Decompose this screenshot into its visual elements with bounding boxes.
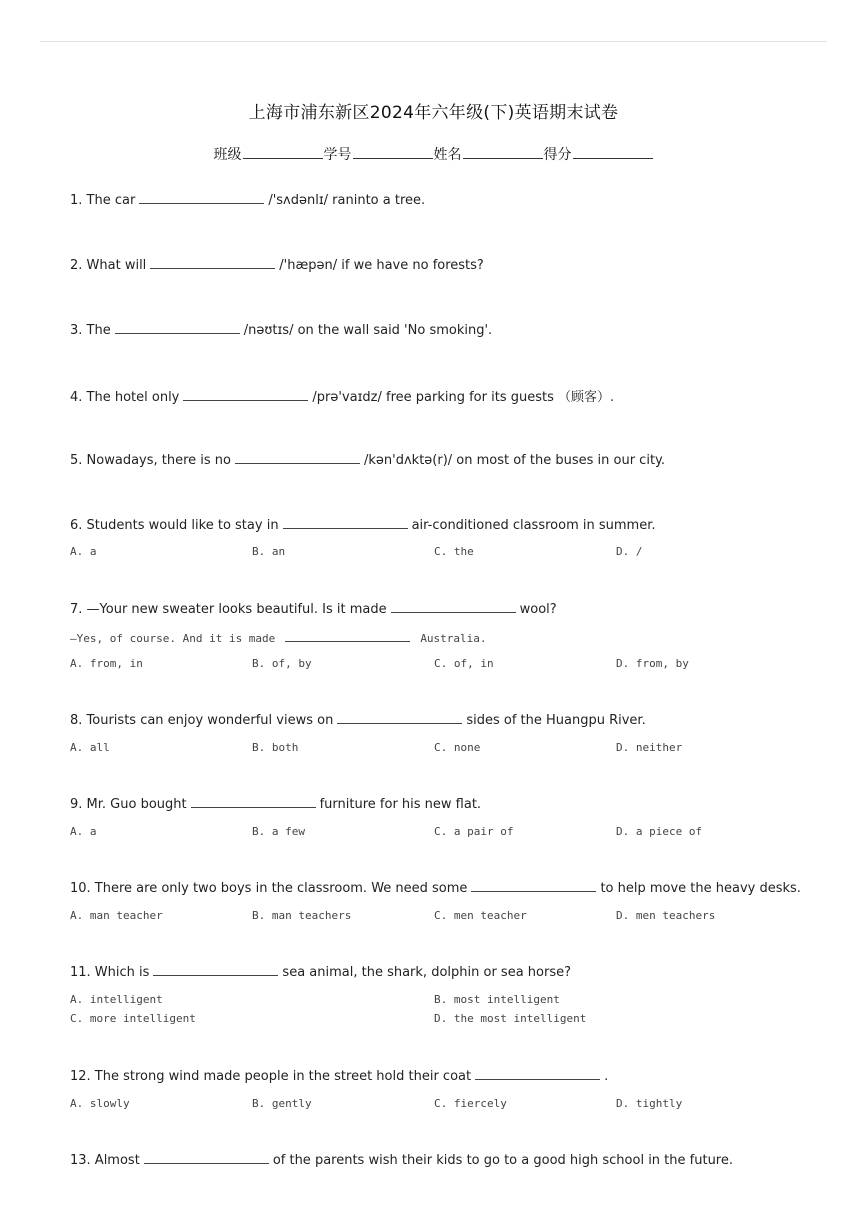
answer-blank[interactable] bbox=[144, 1151, 269, 1164]
question-1 bbox=[70, 191, 425, 208]
question-text: /prə'vaɪdz/ free parking for its guests （顾客）. bbox=[312, 390, 615, 405]
question-text: furniture for his new flat. bbox=[319, 797, 482, 812]
option-c[interactable]: C. more intelligent bbox=[70, 1012, 196, 1025]
option-b[interactable]: B. a few bbox=[252, 825, 305, 838]
option-b[interactable]: B. both bbox=[252, 741, 299, 754]
option-a[interactable]: A. a bbox=[70, 825, 97, 838]
number-field[interactable] bbox=[353, 144, 433, 159]
question-text: wool? bbox=[519, 602, 557, 617]
question-13 bbox=[70, 1151, 733, 1168]
question-10 bbox=[70, 879, 801, 896]
question-text: to help move the heavy desks. bbox=[600, 881, 801, 896]
name-label: 姓名 bbox=[433, 147, 462, 163]
option-d[interactable]: D. men teachers bbox=[616, 909, 716, 922]
option-c[interactable]: C. fiercely bbox=[434, 1097, 507, 1110]
question-4 bbox=[70, 386, 614, 405]
question-5 bbox=[70, 451, 665, 468]
question-7 bbox=[70, 600, 557, 617]
option-c[interactable]: C. the bbox=[434, 545, 474, 558]
question-text: /'hæpən/ if we have no forests? bbox=[279, 258, 484, 273]
question-text: /nəʊtɪs/ on the wall said 'No smoking'. bbox=[243, 323, 493, 338]
answer-blank[interactable] bbox=[139, 191, 264, 204]
question-text: 1. The car bbox=[70, 193, 136, 208]
answer-blank[interactable] bbox=[283, 516, 408, 529]
answer-blank[interactable] bbox=[475, 1067, 600, 1080]
name-field[interactable] bbox=[463, 144, 543, 159]
option-d[interactable]: D. neither bbox=[616, 741, 683, 754]
question-8 bbox=[70, 711, 646, 728]
reply-text: —Yes, of course. And it is made bbox=[70, 632, 276, 645]
answer-blank[interactable] bbox=[337, 711, 462, 724]
option-d[interactable]: D. a piece of bbox=[616, 825, 703, 838]
option-c[interactable]: C. of, in bbox=[434, 657, 494, 670]
question-text: 5. Nowadays, there is no bbox=[70, 453, 231, 468]
question-text: /kən'dʌktə(r)/ on most of the buses in our city. bbox=[364, 453, 666, 468]
answer-blank[interactable] bbox=[471, 879, 596, 892]
question-12 bbox=[70, 1067, 608, 1084]
question-text: 11. Which is bbox=[70, 965, 150, 980]
option-a[interactable]: A. intelligent bbox=[70, 993, 163, 1006]
option-b[interactable]: B. most intelligent bbox=[434, 993, 560, 1006]
question-6 bbox=[70, 516, 655, 533]
question-text: . bbox=[604, 1069, 609, 1084]
answer-blank[interactable] bbox=[153, 963, 278, 976]
option-b[interactable]: B. an bbox=[252, 545, 286, 558]
question-text: 6. Students would like to stay in bbox=[70, 518, 279, 533]
question-text: 7. —Your new sweater looks beautiful. Is it made bbox=[70, 602, 387, 617]
reply-text: Australia. bbox=[420, 632, 487, 645]
question-2 bbox=[70, 256, 484, 273]
question-3 bbox=[70, 321, 492, 338]
option-c[interactable]: C. a pair of bbox=[434, 825, 514, 838]
question-text: of the parents wish their kids to go to a good high school in the future. bbox=[272, 1153, 733, 1168]
option-c[interactable]: C. none bbox=[434, 741, 481, 754]
number-label: 学号 bbox=[323, 147, 352, 163]
option-d[interactable]: D. tightly bbox=[616, 1097, 683, 1110]
question-text: 4. The hotel only bbox=[70, 390, 180, 405]
answer-blank[interactable] bbox=[115, 321, 240, 334]
answer-blank[interactable] bbox=[191, 795, 316, 808]
question-11 bbox=[70, 963, 571, 980]
score-label: 得分 bbox=[543, 147, 572, 163]
option-d[interactable]: D. / bbox=[616, 545, 643, 558]
answer-blank[interactable] bbox=[285, 629, 410, 642]
class-field[interactable] bbox=[243, 144, 323, 159]
page-title: 上海市浦东新区2024年六年级(下)英语期末试卷 bbox=[248, 103, 619, 123]
option-a[interactable]: A. a bbox=[70, 545, 97, 558]
question-text: 3. The bbox=[70, 323, 111, 338]
question-text: 8. Tourists can enjoy wonderful views on bbox=[70, 713, 334, 728]
class-label: 班级 bbox=[213, 147, 242, 163]
answer-blank[interactable] bbox=[235, 451, 360, 464]
option-a[interactable]: A. from, in bbox=[70, 657, 143, 670]
option-b[interactable]: B. man teachers bbox=[252, 909, 352, 922]
question-text: 13. Almost bbox=[70, 1153, 140, 1168]
option-b[interactable]: B. of, by bbox=[252, 657, 312, 670]
option-a[interactable]: A. man teacher bbox=[70, 909, 163, 922]
question-text: air-conditioned classroom in summer. bbox=[411, 518, 656, 533]
question-9 bbox=[70, 795, 481, 812]
answer-blank[interactable] bbox=[183, 388, 308, 401]
question-text: 10. There are only two boys in the classroom. We need some bbox=[70, 881, 468, 896]
option-a[interactable]: A. all bbox=[70, 741, 110, 754]
question-text: /'sʌdənlɪ/ raninto a tree. bbox=[268, 193, 426, 208]
question-text: sea animal, the shark, dolphin or sea horse? bbox=[282, 965, 571, 980]
question-text: 12. The strong wind made people in the street hold their coat bbox=[70, 1069, 472, 1084]
top-divider bbox=[40, 41, 827, 42]
option-a[interactable]: A. slowly bbox=[70, 1097, 130, 1110]
option-d[interactable]: D. the most intelligent bbox=[434, 1012, 587, 1025]
student-info-line bbox=[0, 144, 867, 164]
question-7-reply bbox=[70, 629, 487, 645]
option-b[interactable]: B. gently bbox=[252, 1097, 312, 1110]
question-text: sides of the Huangpu River. bbox=[466, 713, 646, 728]
score-field[interactable] bbox=[573, 144, 653, 159]
question-text: 2. What will bbox=[70, 258, 147, 273]
answer-blank[interactable] bbox=[150, 256, 275, 269]
question-text: 9. Mr. Guo bought bbox=[70, 797, 187, 812]
answer-blank[interactable] bbox=[391, 600, 516, 613]
option-c[interactable]: C. men teacher bbox=[434, 909, 527, 922]
option-d[interactable]: D. from, by bbox=[616, 657, 689, 670]
